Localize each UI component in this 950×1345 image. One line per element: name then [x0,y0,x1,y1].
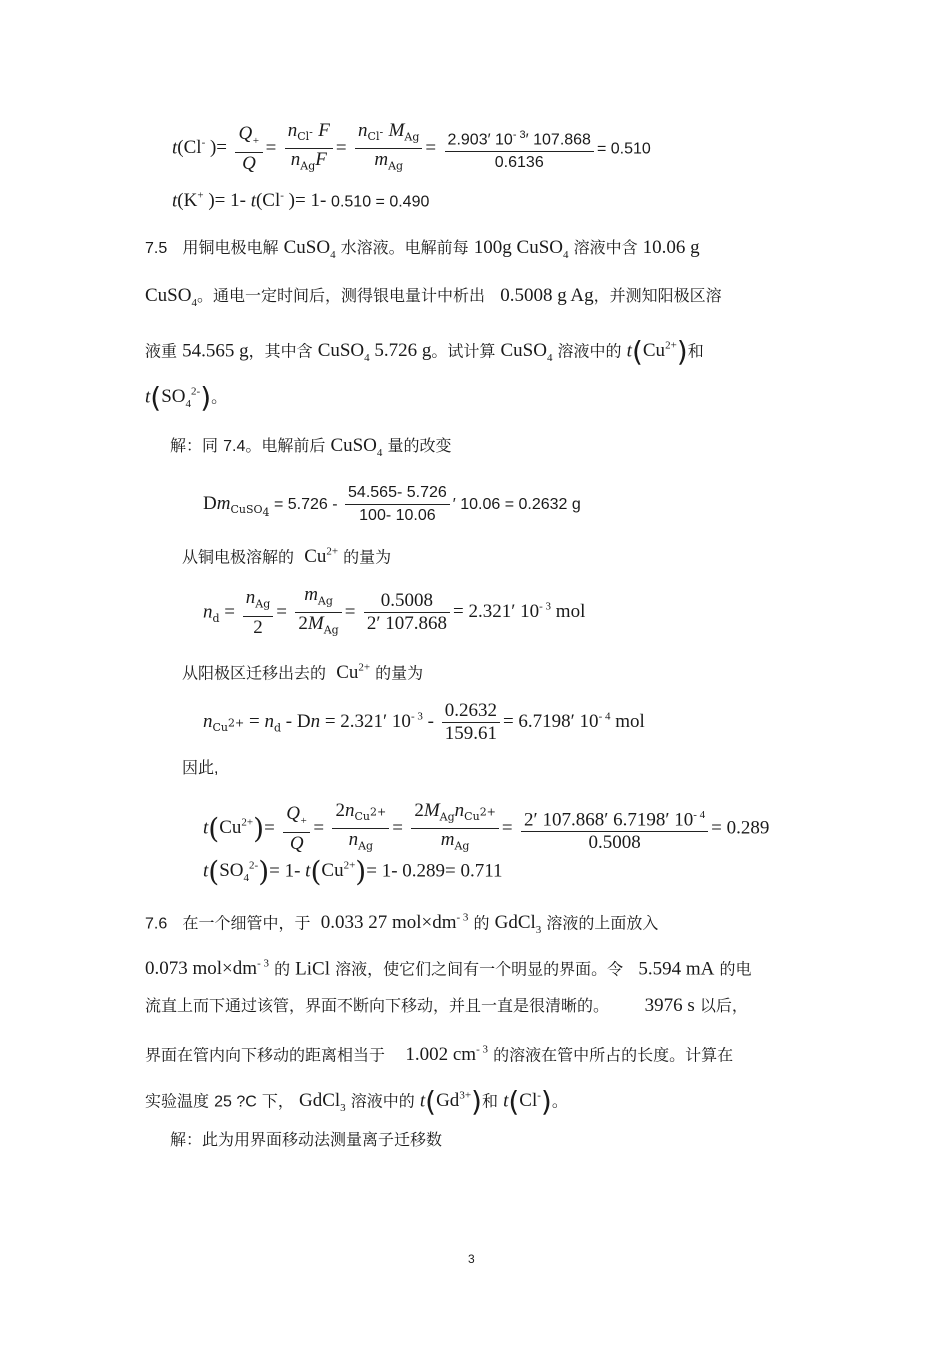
solution-7-5-cu-migrated: 从阳极区迁移出去的 $Cu^{2+}$ 的量为 [182,662,424,684]
solution-7-5-cu-dissolved: 从铜电极溶解的 $Cu^{2+}$ 的量为 [182,546,392,568]
equation-t-so4: $t(SO_4^{2-})= 1-$ $t(Cu^{2+})= 1-$ 0.289= 0.711 [203,854,503,888]
problem-7-5-line-1: 7.5 用铜电极电解 CuSO$_4$ 水溶液。电解前每 100g CuSO$_4$ 溶液中含 10.06 g [145,237,700,261]
equation-n-d: $n_d$ = $\frac{n_{Ag}}{2}$ = $\frac{m_{Ag}}{2M_{Ag}}$ = $\frac{0.5008}{2' 107.868}$ = 2.321′ $10^{- 3}$ mol [203,584,586,638]
solution-7-6-intro: 解：此为用界面移动法测量离子迁移数 [170,1130,443,1149]
equation-t-cl: t(Cl- )= $\frac{Q_+}{Q}$ = $\frac{n_{Cl^-} F}{n_{Ag}F}$ = $\frac{n_{Cl^-} M_{Ag}}{m_{Ag}}$ = $\frac{2.903' 10^{- 3}' 107.868}{0.6136}$ = 0.510 [172,120,651,174]
problem-7-6-line-5: 实验温度 25 ?C 下， GdCl$_3$ 溶液中的 $t(Gd^{3+})$和 t(Cl-)。 [145,1084,568,1118]
problem-7-5-line-4: $t(SO_4^{2-})$。 [145,380,228,414]
solution-7-5-intro: 解：同 7.4。电解前后 CuSO$_4$ 量的改变 [170,435,452,459]
solution-7-5-therefore: 因此, [182,758,219,777]
equation-n-cu: $n_{Cu^{2+}} = n_d - Dn = 2.321'$ $10^{- 3}$ - $\frac{0.2632}{159.61}$ = 6.7198′ $10^{- 4}$ mol [203,700,645,744]
problem-7-6-line-3: 流直上而下通过该管，界面不断向下移动，并且一直是很清晰的。 3976 s 以后， [145,995,748,1016]
problem-7-5-line-3: 液重 54.565 g，其中含 CuSO$_4$ 5.726 g。试计算 CuSO$_4$ 溶液中的 $t(Cu^{2+})$和 [145,334,704,368]
problem-7-5-line-2: CuSO$_4$。通电一定时间后，测得银电量计中析出 0.5008 g Ag，并测知阳极区溶 [145,285,722,309]
equation-t-k: t(K+ )= 1- t(Cl- )= 1- 0.510 = 0.490 [172,190,430,212]
equation-t-cu: $t(Cu^{2+})=$ $\frac{Q_+}{Q}$ = $\frac{2n_{Cu^{2+}}}{n_{Ag}}$ = $\frac{2M_{Ag}n_{Cu^{2+}}}{m_{Ag}}$ = $\frac{2' 107.868' 6.7198' 10^{- 4}}{0.5008}$ = 0.289 [203,800,770,854]
problem-7-6-line-1: 7.6 在一个细管中，于 0.033 27 $mol\times dm^{- 3}$ 的 GdCl$_3$ 溶液的上面放入 [145,912,659,937]
page-number: 3 [468,1252,475,1266]
equation-delta-m: $Dm_{CuSO_4} = 5.726$ - $\frac{54.565- 5.726}{100- 10.06}$ ′ 10.06 = 0.2632 g [203,484,581,524]
problem-7-6-line-4: 界面在管内向下移动的距离相当于 1.002 $cm^{- 3}$ 的溶液在管中所占的长度。计算在 [145,1044,734,1066]
problem-7-6-line-2: 0.073 $mol\times dm^{- 3}$ 的 LiCl 溶液，使它们之间有一个明显的界面。令 5.594 mA 的电 [145,958,752,980]
